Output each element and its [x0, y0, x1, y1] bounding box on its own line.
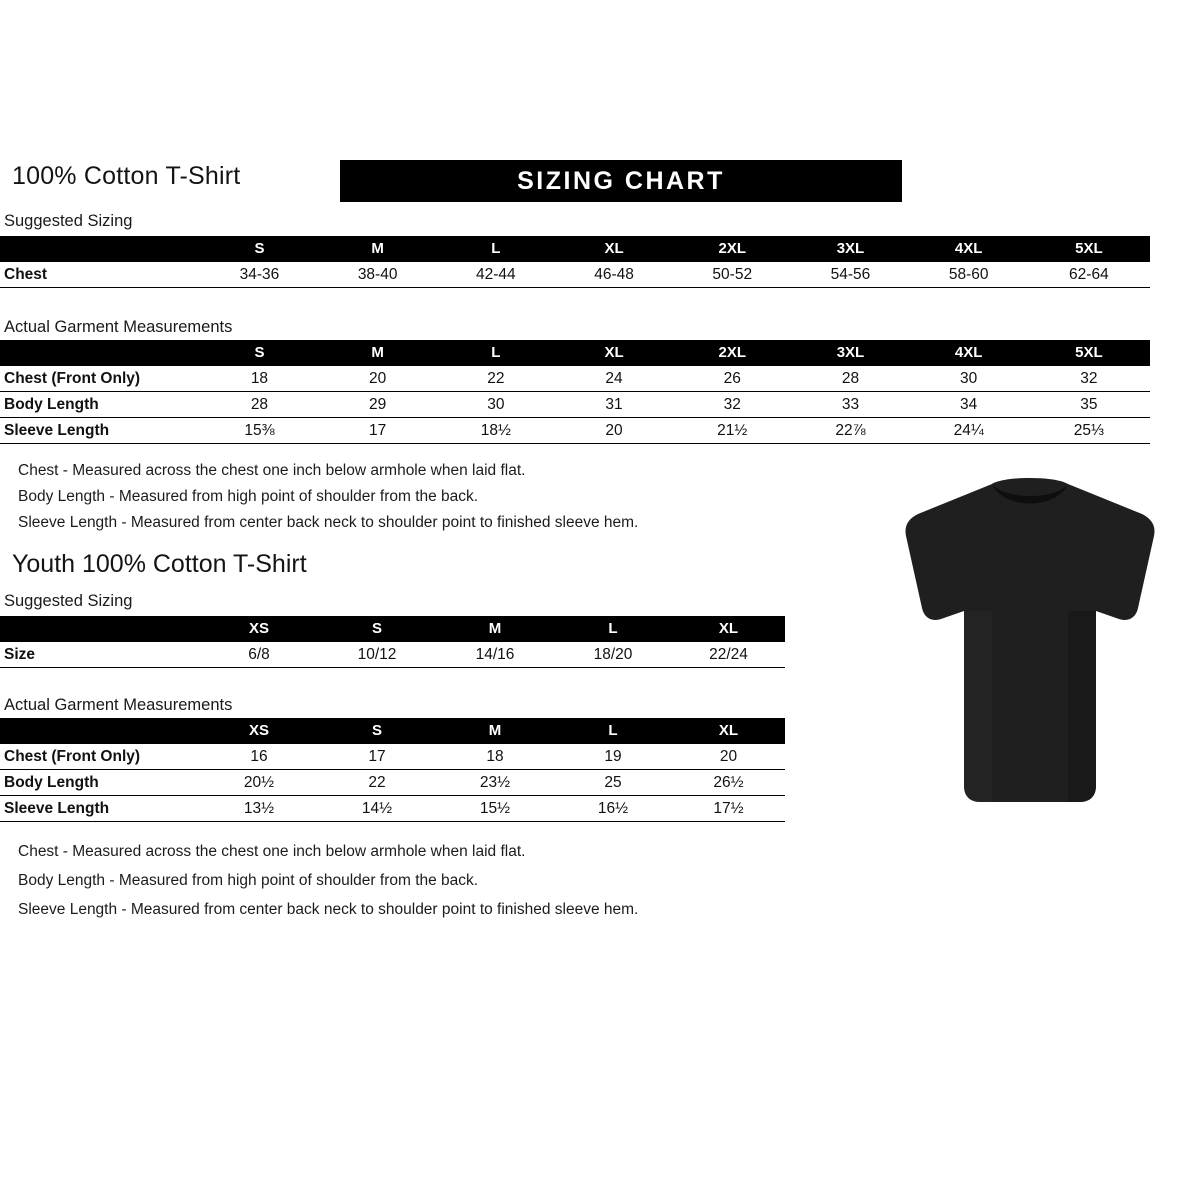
adult-actual-measurements-table — [0, 340, 1150, 444]
column-header-label — [0, 236, 200, 262]
measurement-cell: 29 — [319, 392, 437, 418]
measurement-cell: 58-60 — [910, 262, 1028, 288]
column-header-l: L — [554, 616, 672, 642]
measurement-cell: 26 — [673, 366, 791, 392]
column-header-m: M — [319, 236, 437, 262]
measurement-cell: 18½ — [437, 418, 555, 444]
measurement-cell: 34 — [910, 392, 1028, 418]
measurement-cell: 20 — [555, 418, 673, 444]
adult-note-sleeve-length: Sleeve Length - Measured from center back neck to shoulder point to finished sleeve hem. — [18, 514, 639, 531]
measurement-cell: 62-64 — [1028, 262, 1150, 288]
measurement-cell: 20½ — [200, 770, 318, 796]
row-label: Chest (Front Only) — [0, 366, 200, 392]
column-header-s: S — [200, 340, 318, 366]
column-header-2xl: 2XL — [673, 340, 791, 366]
measurement-cell: 20 — [319, 366, 437, 392]
table-header-row — [0, 718, 785, 744]
tshirt-illustration — [880, 470, 1180, 810]
column-header-4xl: 4XL — [910, 236, 1028, 262]
measurement-cell: 42-44 — [437, 262, 555, 288]
table-row — [0, 770, 785, 796]
adult-suggested-sizing-label: Suggested Sizing — [4, 212, 133, 230]
measurement-cell: 54-56 — [791, 262, 909, 288]
measurement-cell: 14/16 — [436, 642, 554, 668]
measurement-cell: 22⅞ — [791, 418, 909, 444]
measurement-cell: 24¼ — [910, 418, 1028, 444]
measurement-cell: 21½ — [673, 418, 791, 444]
measurement-cell: 20 — [672, 744, 785, 770]
measurement-cell: 18/20 — [554, 642, 672, 668]
measurement-cell: 22 — [318, 770, 436, 796]
column-header-m: M — [436, 616, 554, 642]
sizing-chart-banner — [340, 160, 902, 202]
measurement-cell: 25 — [554, 770, 672, 796]
measurement-cell: 16 — [200, 744, 318, 770]
youth-note-sleeve-length: Sleeve Length - Measured from center back neck to shoulder point to finished sleeve hem. — [18, 901, 639, 918]
measurement-cell: 30 — [910, 366, 1028, 392]
measurement-cell: 50-52 — [673, 262, 791, 288]
adult-section-title: 100% Cotton T-Shirt — [12, 162, 241, 190]
table-row — [0, 366, 1150, 392]
youth-actual-measurements-table — [0, 718, 785, 822]
measurement-cell: 23½ — [436, 770, 554, 796]
youth-note-chest: Chest - Measured across the chest one inch below armhole when laid flat. — [18, 843, 526, 860]
column-header-s: S — [200, 236, 318, 262]
column-header-xs: XS — [200, 718, 318, 744]
row-label: Sleeve Length — [0, 796, 200, 822]
column-header-3xl: 3XL — [791, 236, 909, 262]
row-label: Chest — [0, 262, 200, 288]
adult-note-chest: Chest - Measured across the chest one inch below armhole when laid flat. — [18, 462, 526, 479]
adult-actual-measurements-label: Actual Garment Measurements — [4, 318, 233, 336]
measurement-cell: 17½ — [672, 796, 785, 822]
column-header-5xl: 5XL — [1028, 340, 1150, 366]
column-header-label — [0, 616, 200, 642]
youth-suggested-sizing-table — [0, 616, 785, 668]
measurement-cell: 15½ — [436, 796, 554, 822]
measurement-cell: 10/12 — [318, 642, 436, 668]
measurement-cell: 28 — [200, 392, 318, 418]
column-header-5xl: 5XL — [1028, 236, 1150, 262]
table-row — [0, 642, 785, 668]
measurement-cell: 32 — [673, 392, 791, 418]
measurement-cell: 15⅜ — [200, 418, 318, 444]
adult-note-body-length: Body Length - Measured from high point of shoulder from the back. — [18, 488, 479, 505]
youth-suggested-sizing-label: Suggested Sizing — [4, 592, 133, 610]
column-header-s: S — [318, 718, 436, 744]
tshirt-icon — [880, 470, 1180, 810]
column-header-l: L — [554, 718, 672, 744]
measurement-cell: 25⅓ — [1028, 418, 1150, 444]
measurement-cell: 22 — [437, 366, 555, 392]
column-header-3xl: 3XL — [791, 340, 909, 366]
measurement-cell: 38-40 — [319, 262, 437, 288]
row-label: Body Length — [0, 392, 200, 418]
measurement-cell: 18 — [436, 744, 554, 770]
measurement-cell: 30 — [437, 392, 555, 418]
measurement-cell: 46-48 — [555, 262, 673, 288]
table-row — [0, 262, 1150, 288]
table-row — [0, 418, 1150, 444]
table-row — [0, 744, 785, 770]
row-label: Size — [0, 642, 200, 668]
measurement-cell: 34-36 — [200, 262, 318, 288]
column-header-s: S — [318, 616, 436, 642]
row-label: Sleeve Length — [0, 418, 200, 444]
column-header-xl: XL — [555, 340, 673, 366]
table-row — [0, 796, 785, 822]
table-header-row — [0, 340, 1150, 366]
column-header-xs: XS — [200, 616, 318, 642]
column-header-l: L — [437, 340, 555, 366]
youth-section-title: Youth 100% Cotton T-Shirt — [12, 550, 307, 578]
measurement-cell: 28 — [791, 366, 909, 392]
measurement-cell: 16½ — [554, 796, 672, 822]
measurement-cell: 26½ — [672, 770, 785, 796]
column-header-l: L — [437, 236, 555, 262]
column-header-m: M — [319, 340, 437, 366]
measurement-cell: 17 — [319, 418, 437, 444]
measurement-cell: 13½ — [200, 796, 318, 822]
measurement-cell: 14½ — [318, 796, 436, 822]
row-label: Chest (Front Only) — [0, 744, 200, 770]
measurement-cell: 35 — [1028, 392, 1150, 418]
table-header-row — [0, 236, 1150, 262]
column-header-label — [0, 718, 200, 744]
measurement-cell: 17 — [318, 744, 436, 770]
measurement-cell: 19 — [554, 744, 672, 770]
row-label: Body Length — [0, 770, 200, 796]
table-row — [0, 392, 1150, 418]
measurement-cell: 24 — [555, 366, 673, 392]
column-header-xl: XL — [672, 718, 785, 744]
youth-note-body-length: Body Length - Measured from high point of shoulder from the back. — [18, 872, 479, 889]
sizing-chart-banner-label: SIZING CHART — [517, 167, 725, 195]
column-header-xl: XL — [555, 236, 673, 262]
column-header-label — [0, 340, 200, 366]
measurement-cell: 31 — [555, 392, 673, 418]
measurement-cell: 6/8 — [200, 642, 318, 668]
column-header-2xl: 2XL — [673, 236, 791, 262]
measurement-cell: 32 — [1028, 366, 1150, 392]
measurement-cell: 18 — [200, 366, 318, 392]
youth-actual-measurements-label: Actual Garment Measurements — [4, 696, 233, 714]
measurement-cell: 22/24 — [672, 642, 785, 668]
adult-suggested-sizing-table — [0, 236, 1150, 288]
measurement-cell: 33 — [791, 392, 909, 418]
column-header-m: M — [436, 718, 554, 744]
column-header-xl: XL — [672, 616, 785, 642]
column-header-4xl: 4XL — [910, 340, 1028, 366]
table-header-row — [0, 616, 785, 642]
